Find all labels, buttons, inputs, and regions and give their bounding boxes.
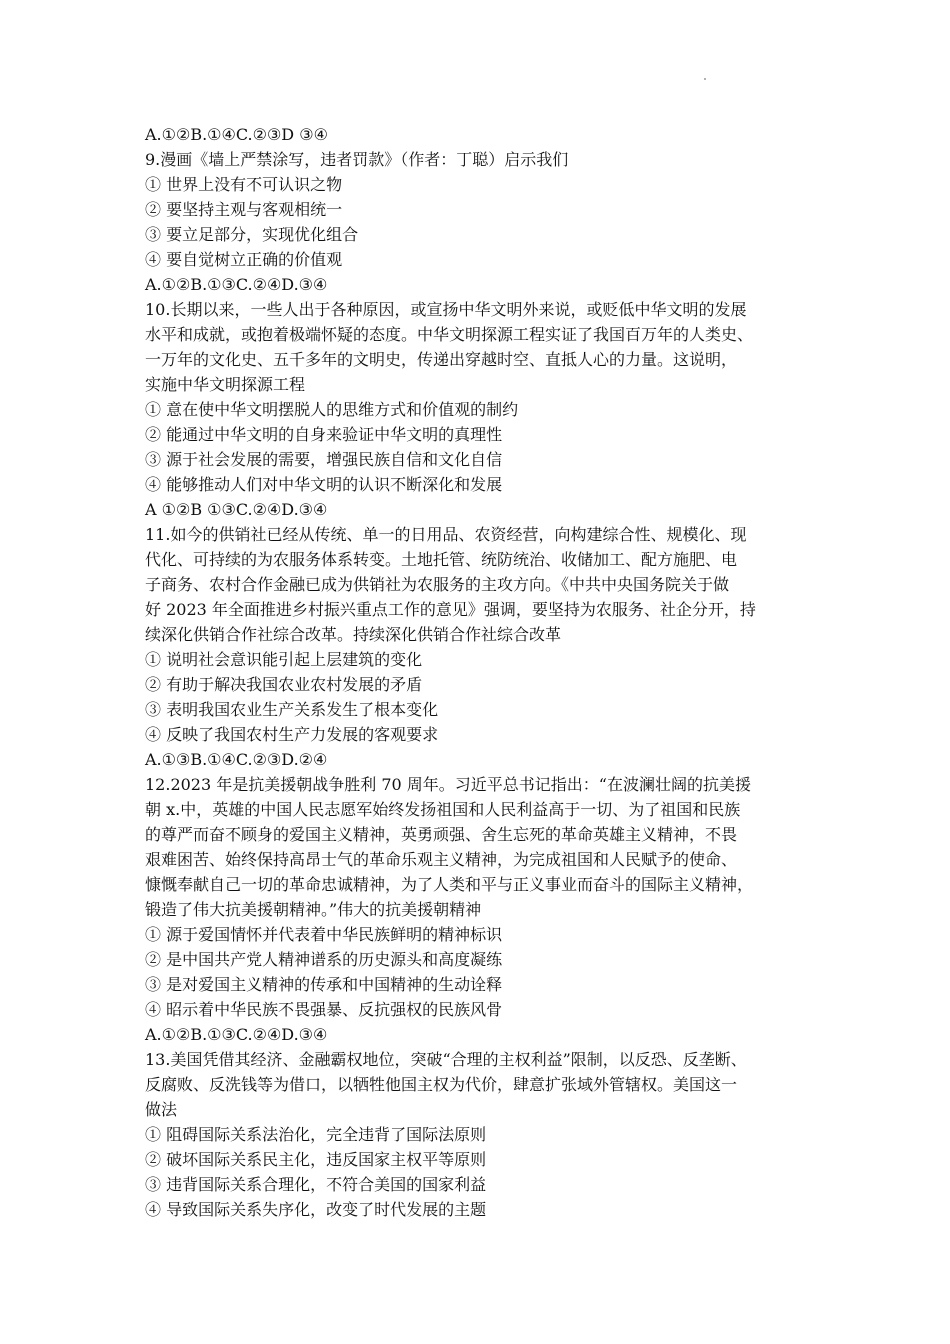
q8-answer-choices: A.①②B.①④C.②③D ③④ (145, 125, 328, 144)
q12-option-3: ③ 是对爱国主义精神的传承和中国精神的生动诠释 (145, 975, 503, 994)
q13-option-2: ② 破坏国际关系民主化，违反国家主权平等原则 (145, 1150, 487, 1169)
q10-option-3: ③ 源于社会发展的需要，增强民族自信和文化自信 (145, 450, 503, 469)
q10-stem-line-3: 一万年的文化史、五千多年的文明史，传递出穿越时空、直抵人心的力量。这说明， (145, 350, 738, 369)
q9-option-4: ④ 要自觉树立正确的价值观 (145, 250, 343, 269)
q12-stem-line-2: 朝 x.中，英雄的中国人民志愿军始终发扬祖国和人民利益高于一切、为了祖国和民族 (145, 800, 741, 819)
q10-answer-choices: A ①②B ①③C.②④D.③④ (145, 500, 328, 519)
q11-answer-choices: A.①③B.①④C.②③D.②④ (145, 750, 328, 769)
q13-option-1: ① 阻碍国际关系法治化，完全违背了国际法原则 (145, 1125, 487, 1144)
q12-stem-line-3: 的尊严而奋不顾身的爱国主义精神，英勇顽强、舍生忘死的革命英雄主义精神，不畏 (145, 825, 738, 844)
q13-stem-line-1: 13.美国凭借其经济、金融霸权地位，突破“合理的主权利益”限制，以反恐、反垄断、 (145, 1050, 747, 1069)
q11-stem-line-4: 好 2023 年全面推进乡村振兴重点工作的意见》强调，要坚持为农服务、社企分开，持 (145, 600, 756, 619)
q10-stem-line-1: 10.长期以来，一些人出于各种原因，或宣扬中华文明外来说，或贬低中华文明的发展 (145, 300, 747, 319)
q11-stem-line-1: 11.如今的供销社已经从传统、单一的日用品、农资经营，向构建综合性、规模化、现 (145, 525, 747, 544)
q11-stem-line-2: 代化、可持续的为农服务体系转变。土地托管、统防统治、收储加工、配方施肥、电 (145, 550, 738, 569)
q12-stem-line-1: 12.2023 年是抗美援朝战争胜利 70 周年。习近平总书记指出：“在波澜壮阔的抗美援 (145, 775, 751, 794)
q11-option-3: ③ 表明我国农业生产关系发生了根本变化 (145, 700, 439, 719)
q11-option-4: ④ 反映了我国农村生产力发展的客观要求 (145, 725, 439, 744)
q12-option-2: ② 是中国共产党人精神谱系的历史源头和高度凝练 (145, 950, 503, 969)
q12-option-4: ④ 昭示着中华民族不畏强暴、反抗强权的民族风骨 (145, 1000, 503, 1019)
q11-option-2: ② 有助于解决我国农业农村发展的矛盾 (145, 675, 423, 694)
q13-stem-line-2: 反腐败、反洗钱等为借口，以牺牲他国主权为代价，肆意扩张域外管辖权。美国这一 (145, 1075, 738, 1094)
q12-option-1: ① 源于爱国情怀并代表着中华民族鲜明的精神标识 (145, 925, 503, 944)
q11-stem-line-3: 子商务、农村合作金融已成为供销社为农服务的主攻方向。《中共中央国务院关于做 (145, 575, 730, 594)
q9-stem: 9.漫画《墙上严禁涂写，违者罚款》（作者：丁聪）启示我们 (145, 150, 569, 169)
q9-answer-choices: A.①②B.①③C.②④D.③④ (145, 275, 328, 294)
page-corner-mark (704, 78, 706, 80)
q13-option-4: ④ 导致国际关系失序化，改变了时代发展的主题 (145, 1200, 487, 1219)
exam-page (145, 122, 825, 1222)
q11-option-1: ① 说明社会意识能引起上层建筑的变化 (145, 650, 423, 669)
q10-option-2: ② 能通过中华文明的自身来验证中华文明的真理性 (145, 425, 503, 444)
q10-stem-line-4: 实施中华文明探源工程 (145, 375, 306, 394)
q10-option-1: ① 意在使中华文明摆脱人的思维方式和价值观的制约 (145, 400, 519, 419)
q13-stem-line-3: 做法 (145, 1100, 178, 1119)
q9-option-1: ① 世界上没有不可认识之物 (145, 175, 343, 194)
q9-option-2: ② 要坚持主观与客观相统一 (145, 200, 343, 219)
q10-stem-line-2: 水平和成就，或抱着极端怀疑的态度。中华文明探源工程实证了我国百万年的人类史、 (145, 325, 754, 344)
q10-option-4: ④ 能够推动人们对中华文明的认识不断深化和发展 (145, 475, 503, 494)
q9-option-3: ③ 要立足部分，实现优化组合 (145, 225, 359, 244)
q12-stem-line-5: 慷慨奉献自己一切的革命忠诚精神，为了人类和平与正义事业而奋斗的国际主义精神， (145, 875, 754, 894)
q12-answer-choices: A.①②B.①③C.②④D.③④ (145, 1025, 328, 1044)
q13-option-3: ③ 违背国际关系合理化，不符合美国的国家利益 (145, 1175, 487, 1194)
q11-stem-line-5: 续深化供销合作社综合改革。持续深化供销合作社综合改革 (145, 625, 562, 644)
q12-stem-line-4: 艰难困苦、始终保持高昂士气的革命乐观主义精神，为完成祖国和人民赋予的使命、 (145, 850, 738, 869)
q12-stem-line-6: 锻造了伟大抗美援朝精神。”伟大的抗美援朝精神 (145, 900, 482, 919)
